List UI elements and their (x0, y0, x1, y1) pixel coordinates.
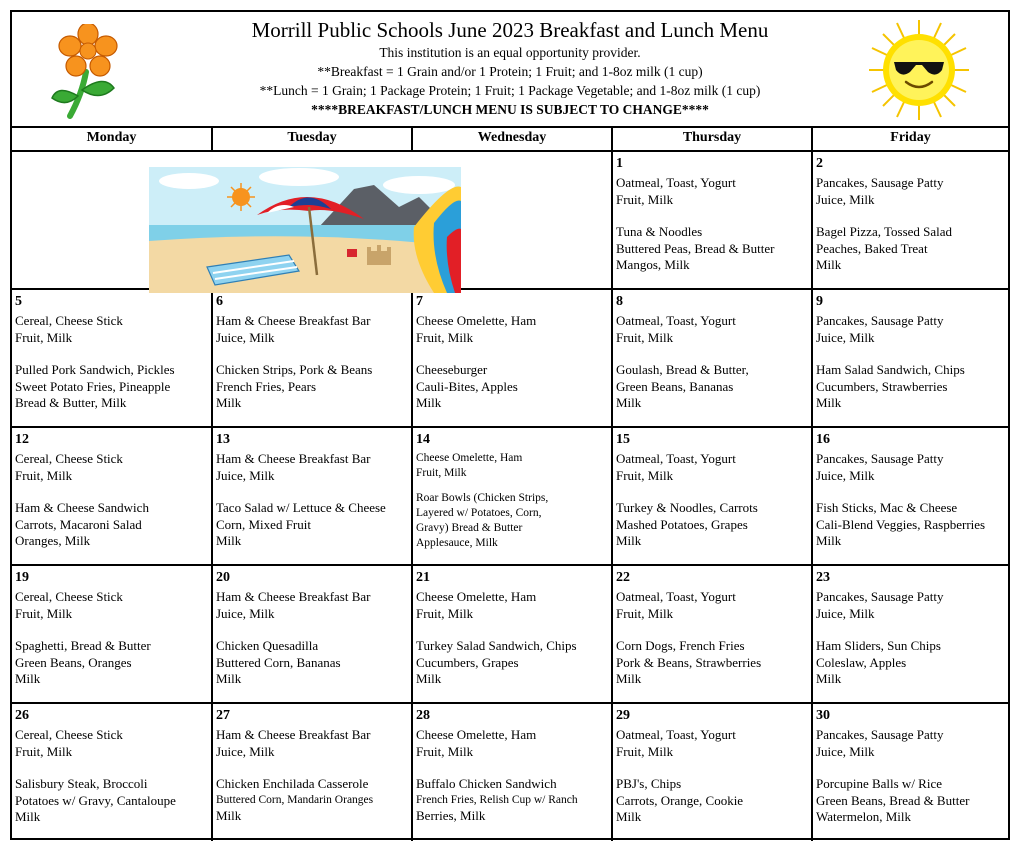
breakfast-item: Oatmeal, Toast, Yogurt (616, 589, 736, 604)
breakfast-item: Ham & Cheese Breakfast Bar (216, 451, 371, 466)
day-cell-9 (812, 289, 1008, 427)
lunch-item: Chicken Quesadilla (216, 638, 319, 653)
breakfast-item: Pancakes, Sausage Patty (816, 175, 944, 190)
breakfast-item: Cereal, Cheese Stick (15, 727, 123, 742)
lunch-item: Milk (15, 671, 41, 686)
date-number: 27 (216, 708, 230, 723)
breakfast-item: Fruit, Milk (616, 329, 674, 345)
day-cell-23 (812, 565, 1008, 703)
breakfast-item: Cereal, Cheese Stick (15, 313, 123, 328)
date-number: 28 (416, 708, 430, 723)
breakfast-item: Juice, Milk (816, 743, 875, 759)
date-number: 22 (616, 570, 630, 585)
breakfast-item: Juice, Milk (816, 605, 875, 621)
breakfast-item: Juice, Milk (216, 605, 275, 621)
day-cell-16 (812, 427, 1008, 565)
date-number: 16 (816, 432, 830, 447)
breakfast-item: Ham & Cheese Breakfast Bar (216, 313, 371, 328)
breakfast-item: Juice, Milk (816, 467, 875, 483)
lunch-item: Spaghetti, Bread & Butter (15, 638, 151, 653)
breakfast-item: Fruit, Milk (15, 605, 73, 621)
day-cell-1 (612, 151, 812, 289)
lunch-item: Milk (816, 533, 842, 548)
lunch-item: Milk (15, 809, 41, 824)
date-number: 2 (816, 156, 823, 171)
date-number: 29 (616, 708, 630, 723)
lunch-item: Green Beans, Oranges (15, 654, 132, 670)
breakfast-item: Cheese Omelette, Ham (416, 313, 537, 328)
breakfast-item: Fruit, Milk (416, 605, 474, 621)
breakfast-item: Oatmeal, Toast, Yogurt (616, 451, 736, 466)
breakfast-item: Oatmeal, Toast, Yogurt (616, 727, 736, 742)
date-number: 7 (416, 294, 423, 309)
date-number: 19 (15, 570, 29, 585)
lunch-item: Buttered Corn, Bananas (216, 654, 341, 670)
day-cell-19 (12, 565, 212, 703)
lunch-item: Carrots, Macaroni Salad (15, 516, 142, 532)
breakfast-item: Juice, Milk (216, 329, 275, 345)
date-number: 13 (216, 432, 230, 447)
lunch-item: Cheeseburger (416, 362, 488, 377)
date-number: 8 (616, 294, 623, 309)
breakfast-item: Cereal, Cheese Stick (15, 451, 123, 466)
date-number: 20 (216, 570, 230, 585)
date-number: 6 (216, 294, 223, 309)
day-cell-14 (412, 427, 612, 565)
beach-scene-illustration (149, 167, 461, 293)
menu-header (12, 12, 1008, 126)
breakfast-item: Fruit, Milk (15, 329, 73, 345)
day-cell-2 (812, 151, 1008, 289)
day-cell-13 (212, 427, 412, 565)
breakfast-item: Ham & Cheese Breakfast Bar (216, 589, 371, 604)
lunch-item: Chicken Strips, Pork & Beans (216, 362, 373, 377)
breakfast-item: Ham & Cheese Breakfast Bar (216, 727, 371, 742)
lunch-item: Ham Salad Sandwich, Chips (816, 362, 965, 377)
lunch-item: Milk (816, 671, 842, 686)
breakfast-item: Cereal, Cheese Stick (15, 589, 123, 604)
breakfast-item: Oatmeal, Toast, Yogurt (616, 175, 736, 190)
breakfast-item: Cheese Omelette, Ham (416, 589, 537, 604)
breakfast-item: Fruit, Milk (416, 743, 474, 759)
day-header-thursday: Thursday (612, 127, 812, 151)
breakfast-item: Fruit, Milk (616, 467, 674, 483)
weekday-header-row (12, 127, 1008, 151)
lunch-item: Buttered Corn, Mandarin Oranges (216, 793, 374, 806)
menu-frame (10, 10, 1010, 840)
breakfast-item: Pancakes, Sausage Patty (816, 313, 944, 328)
lunch-item: Mangos, Milk (616, 257, 690, 272)
lunch-item: Peaches, Baked Treat (816, 240, 928, 256)
week-row-3 (12, 427, 1008, 565)
lunch-item: Green Beans, Bread & Butter (816, 792, 970, 808)
lunch-item: Turkey Salad Sandwich, Chips (416, 638, 577, 653)
date-number: 15 (616, 432, 630, 447)
lunch-item: Oranges, Milk (15, 533, 91, 548)
day-header-monday: Monday (12, 127, 212, 151)
lunch-item: PBJ's, Chips (616, 776, 682, 791)
lunch-item: Ham & Cheese Sandwich (15, 500, 149, 515)
week-row-4 (12, 565, 1008, 703)
date-number: 23 (816, 570, 830, 585)
lunch-item: Milk (216, 533, 242, 548)
date-number: 1 (616, 156, 623, 171)
date-number: 21 (416, 570, 430, 585)
breakfast-item: Pancakes, Sausage Patty (816, 589, 944, 604)
breakfast-item: Fruit, Milk (616, 743, 674, 759)
lunch-item: Turkey & Noodles, Carrots (616, 500, 758, 515)
lunch-item: Milk (416, 395, 442, 410)
lunch-item: Roar Bowls (Chicken Strips, (416, 492, 549, 504)
breakfast-item: Juice, Milk (816, 329, 875, 345)
breakfast-item: Juice, Milk (216, 467, 275, 483)
breakfast-item: Oatmeal, Toast, Yogurt (616, 313, 736, 328)
lunch-item: Milk (616, 533, 642, 548)
lunch-item: Milk (616, 809, 642, 824)
lunch-item: Corn Dogs, French Fries (616, 638, 745, 653)
date-number: 9 (816, 294, 823, 309)
lunch-item: Corn, Mixed Fruit (216, 516, 311, 532)
lunch-item: Potatoes w/ Gravy, Cantaloupe (15, 792, 176, 808)
breakfast-item: Cheese Omelette, Ham (416, 727, 537, 742)
day-header-tuesday: Tuesday (212, 127, 412, 151)
breakfast-item: Pancakes, Sausage Patty (816, 451, 944, 466)
lunch-item: French Fries, Relish Cup w/ Ranch (416, 793, 578, 806)
day-cell-28 (412, 703, 612, 841)
day-cell-12 (12, 427, 212, 565)
lunch-item: Milk (816, 257, 842, 272)
date-number: 14 (416, 432, 430, 447)
lunch-item: Milk (216, 395, 242, 410)
flower-icon (48, 24, 118, 120)
subject-to-change-note: ****BREAKFAST/LUNCH MENU IS SUBJECT TO CHANGE**** (311, 102, 709, 117)
lunch-item: Porcupine Balls w/ Rice (816, 776, 943, 791)
breakfast-item: Pancakes, Sausage Patty (816, 727, 944, 742)
lunch-requirement: **Lunch = 1 Grain; 1 Package Protein; 1 Fruit; 1 Package Vegetable; and 1-8oz milk (1 cup) (259, 83, 761, 98)
day-cell-6 (212, 289, 412, 427)
lunch-item: Pulled Pork Sandwich, Pickles (15, 362, 175, 377)
lunch-item: Cauli-Bites, Apples (416, 378, 518, 394)
date-number: 30 (816, 708, 830, 723)
day-cell-7 (412, 289, 612, 427)
day-cell-27 (212, 703, 412, 841)
date-number: 5 (15, 294, 22, 309)
lunch-item: Bread & Butter, Milk (15, 395, 127, 410)
breakfast-item: Fruit, Milk (15, 743, 73, 759)
day-cell-8 (612, 289, 812, 427)
breakfast-requirement: **Breakfast = 1 Grain and/or 1 Protein; 1 Fruit; and 1-8oz milk (1 cup) (317, 64, 703, 79)
lunch-item: Cali-Blend Veggies, Raspberries (816, 516, 986, 532)
breakfast-item: Juice, Milk (216, 743, 275, 759)
day-cell-22 (612, 565, 812, 703)
lunch-item: Buttered Peas, Bread & Butter (616, 240, 775, 256)
day-header-friday: Friday (812, 127, 1008, 151)
lunch-item: Carrots, Orange, Cookie (616, 792, 744, 808)
lunch-item: Salisbury Steak, Broccoli (15, 776, 148, 791)
breakfast-item: Fruit, Milk (416, 467, 467, 479)
lunch-item: Bagel Pizza, Tossed Salad (816, 224, 953, 239)
lunch-item: Milk (816, 395, 842, 410)
lunch-item: Applesauce, Milk (416, 537, 498, 549)
day-cell-30 (812, 703, 1008, 841)
day-cell-15 (612, 427, 812, 565)
lunch-item: Cucumbers, Strawberries (816, 378, 948, 394)
lunch-item: Berries, Milk (416, 807, 486, 823)
breakfast-item: Fruit, Milk (15, 467, 73, 483)
lunch-item: Green Beans, Bananas (616, 378, 734, 394)
lunch-item: Coleslaw, Apples (816, 654, 907, 670)
day-header-wednesday: Wednesday (412, 127, 612, 151)
breakfast-item: Fruit, Milk (616, 605, 674, 621)
day-cell-20 (212, 565, 412, 703)
equal-opportunity-note: This institution is an equal opportunity provider. (379, 45, 641, 60)
lunch-item: Tuna & Noodles (616, 224, 703, 239)
lunch-item: Watermelon, Milk (816, 809, 911, 824)
date-number: 12 (15, 432, 29, 447)
day-cell-29 (612, 703, 812, 841)
breakfast-item: Fruit, Milk (616, 191, 674, 207)
lunch-item: French Fries, Pears (216, 378, 317, 394)
lunch-item: Milk (616, 395, 642, 410)
sun-with-sunglasses-icon (864, 18, 974, 122)
lunch-item: Buffalo Chicken Sandwich (416, 776, 557, 791)
day-cell-21 (412, 565, 612, 703)
day-cell-26 (12, 703, 212, 841)
week-row-5 (12, 703, 1008, 841)
week-row-2 (12, 289, 1008, 427)
lunch-item: Ham Sliders, Sun Chips (816, 638, 941, 653)
lunch-item: Fish Sticks, Mac & Cheese (816, 500, 958, 515)
breakfast-item: Cheese Omelette, Ham (416, 452, 523, 464)
lunch-item: Goulash, Bread & Butter, (616, 362, 749, 377)
lunch-item: Gravy) Bread & Butter (416, 522, 523, 534)
lunch-item: Milk (416, 671, 442, 686)
page-title: Morrill Public Schools June 2023 Breakfast and Lunch Menu (251, 18, 769, 42)
lunch-item: Milk (616, 671, 642, 686)
date-number: 26 (15, 708, 29, 723)
lunch-item: Mashed Potatoes, Grapes (616, 516, 748, 532)
breakfast-item: Fruit, Milk (416, 329, 474, 345)
lunch-item: Taco Salad w/ Lettuce & Cheese (216, 500, 386, 515)
lunch-item: Milk (216, 807, 242, 823)
lunch-item: Pork & Beans, Strawberries (616, 654, 762, 670)
lunch-item: Sweet Potato Fries, Pineapple (15, 378, 171, 394)
lunch-item: Milk (216, 671, 242, 686)
lunch-item: Cucumbers, Grapes (416, 654, 519, 670)
lunch-item: Chicken Enchilada Casserole (216, 776, 369, 791)
lunch-item: Layered w/ Potatoes, Corn, (416, 507, 542, 519)
day-cell-5 (12, 289, 212, 427)
breakfast-item: Juice, Milk (816, 191, 875, 207)
